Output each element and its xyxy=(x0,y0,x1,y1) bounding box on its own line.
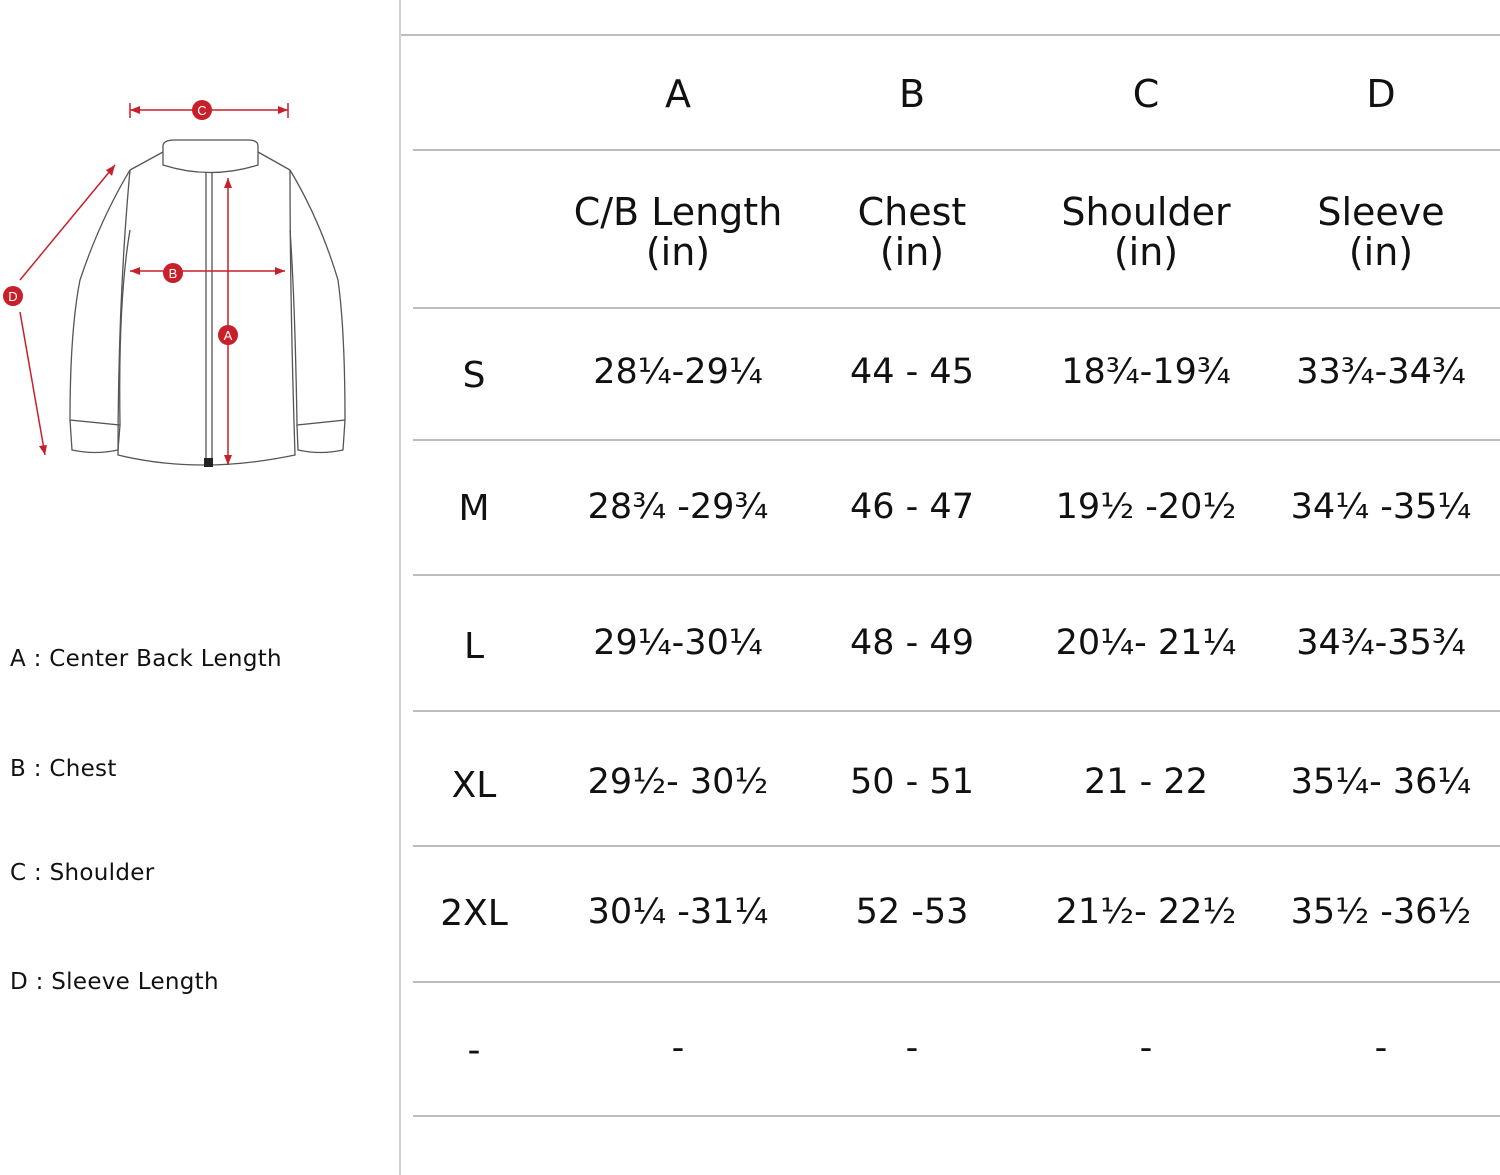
size-label-m: M xyxy=(458,488,490,529)
size-label-blank: - xyxy=(467,1030,481,1071)
col-name: C/B Length xyxy=(573,190,783,234)
marker-c xyxy=(192,100,212,120)
table-rule xyxy=(413,981,1500,983)
value-cell: 29¼-30¼ xyxy=(593,623,763,663)
table-rule-top xyxy=(401,34,1500,36)
col-unit: (in) xyxy=(1113,230,1179,274)
size-label-2xl: 2XL xyxy=(440,893,508,934)
value-cell: 34¼ -35¼ xyxy=(1290,487,1472,527)
value-cell: 33¾-34¾ xyxy=(1296,352,1466,392)
value-cell: 20¼- 21¼ xyxy=(1055,623,1237,663)
value-cell: - xyxy=(905,1028,919,1068)
table-rule xyxy=(413,307,1500,309)
value-cell: 28¼-29¼ xyxy=(593,352,763,392)
marker-b xyxy=(163,263,183,283)
value-cell: 30¼ -31¼ xyxy=(587,892,769,932)
col-unit: (in) xyxy=(879,230,945,274)
col-name: Shoulder xyxy=(1061,190,1231,234)
col-header-chest xyxy=(782,192,1042,272)
value-cell: 29½- 30½ xyxy=(587,762,769,802)
value-cell: 18¾-19¾ xyxy=(1061,352,1231,392)
table-rule xyxy=(413,845,1500,847)
value-cell: - xyxy=(1374,1028,1388,1068)
col-unit: (in) xyxy=(1348,230,1414,274)
col-unit: (in) xyxy=(645,230,711,274)
value-cell: 19½ -20½ xyxy=(1055,487,1237,527)
size-label-l: L xyxy=(463,626,485,667)
col-header-sleeve xyxy=(1251,192,1500,272)
col-letter-a: A xyxy=(665,72,691,116)
jacket-outline-icon xyxy=(70,140,345,467)
table-rule xyxy=(413,574,1500,576)
value-cell: 52 -53 xyxy=(855,892,969,932)
col-letter-d: D xyxy=(1366,72,1396,116)
col-header-shoulder xyxy=(1016,192,1276,272)
svg-text:A: A xyxy=(223,328,233,343)
table-rule xyxy=(413,1115,1500,1117)
col-name: Chest xyxy=(857,190,967,234)
panel-divider xyxy=(399,0,401,1175)
legend-a: A : Center Back Length xyxy=(10,646,282,672)
legend-d: D : Sleeve Length xyxy=(10,969,219,995)
marker-d xyxy=(3,286,23,306)
table-rule xyxy=(413,149,1500,151)
size-label-xl: XL xyxy=(451,765,497,806)
svg-text:D: D xyxy=(8,289,18,304)
value-cell: 21½- 22½ xyxy=(1055,892,1237,932)
table-rule xyxy=(413,439,1500,441)
svg-text:C: C xyxy=(197,103,207,118)
col-letter-b: B xyxy=(898,72,926,116)
value-cell: 46 - 47 xyxy=(850,487,974,527)
value-cell: 21 - 22 xyxy=(1084,762,1208,802)
value-cell: 50 - 51 xyxy=(850,762,974,802)
marker-a xyxy=(218,325,238,345)
jacket-diagram xyxy=(0,90,360,480)
value-cell: 48 - 49 xyxy=(850,623,974,663)
legend-c: C : Shoulder xyxy=(10,860,155,886)
value-cell: 34¾-35¾ xyxy=(1296,623,1466,663)
legend-b: B : Chest xyxy=(10,756,117,782)
col-name: Sleeve xyxy=(1317,190,1445,234)
svg-text:B: B xyxy=(168,266,178,281)
col-header-cb-length xyxy=(548,192,808,272)
col-letter-c: C xyxy=(1132,72,1160,116)
value-cell: 44 - 45 xyxy=(850,352,974,392)
value-cell: 28¾ -29¾ xyxy=(587,487,769,527)
value-cell: - xyxy=(1139,1028,1153,1068)
value-cell: 35½ -36½ xyxy=(1290,892,1472,932)
value-cell: 35¼- 36¼ xyxy=(1290,762,1472,802)
size-label-s: S xyxy=(462,355,486,396)
value-cell: - xyxy=(671,1028,685,1068)
table-rule xyxy=(413,710,1500,712)
